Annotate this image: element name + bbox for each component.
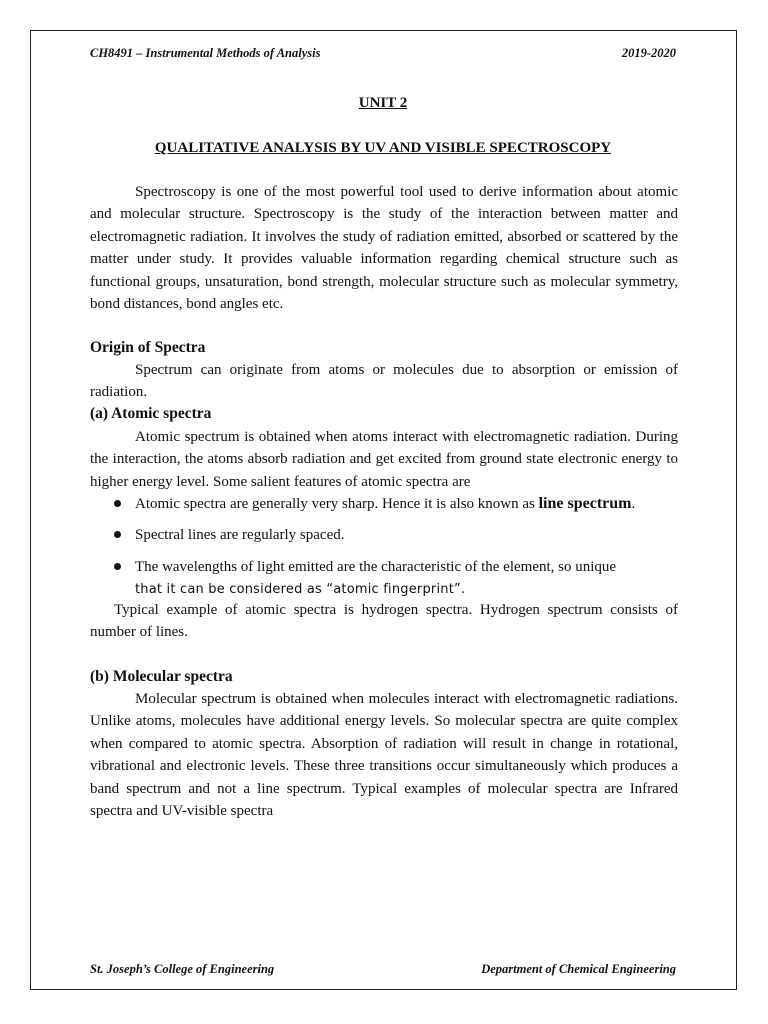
academic-year: 2019-2020	[621, 46, 676, 60]
college-name: St. Joseph’s College of Engineering	[90, 962, 275, 976]
atomic-fingerprint-line: that it can be considered as “atomic fingerprint”.	[135, 582, 466, 598]
unit-heading: UNIT 2	[358, 95, 408, 111]
molecular-paragraph: Molecular spectrum is obtained when molecules interact with electromagnetic radiations. Unlike atoms, molecules have additional energy levels. So molecular spectra are quite complex when compared to atomic spectra. Absorption of radiation will result in change in rotational, vibrational and electronic levels. These three transitions occur simultaneously which produces a band spectrum and not a line spectrum. Typical examples of molecular spectra are Infrared spectra and UV-visible spectra	[90, 691, 678, 820]
bullet-item-3: The wavelengths of light emitted are the characteristic of the element, so unique that it can be considered as “atomic fingerprint”.	[135, 559, 617, 598]
bullet-dot	[114, 563, 121, 570]
atomic-example-paragraph: Typical example of atomic spectra is hydrogen spectra. Hydrogen spectrum consists of number of lines.	[90, 602, 678, 641]
bullet-dot	[114, 500, 121, 507]
origin-heading: Origin of Spectra	[90, 339, 206, 356]
page-title: QUALITATIVE ANALYSIS BY UV AND VISIBLE SPECTROSCOPY	[154, 140, 612, 156]
page-footer	[90, 962, 676, 977]
department-name: Department of Chemical Engineering	[481, 962, 676, 976]
origin-paragraph: Spectrum can originate from atoms or molecules due to absorption or emission of radiation.	[90, 362, 678, 401]
page-header	[90, 46, 676, 61]
bullet-item-1: Atomic spectra are generally very sharp. Hence it is also known as line spectrum.	[135, 495, 636, 512]
molecular-heading: (b) Molecular spectra	[90, 668, 233, 685]
atomic-paragraph: Atomic spectrum is obtained when atoms interact with electromagnetic radiation. During the interaction, the atoms absorb radiation and get excited from ground state electronic energy to higher energy level. Some salient features of atomic spectra are	[90, 429, 678, 490]
intro-paragraph: Spectroscopy is one of the most powerful tool used to derive information about atomic and molecular structure. Spectroscopy is the study of the interaction between matter and electromagnetic radiation. It involves the study of radiation emitted, absorbed or scattered by the matter under study. It provides valuable information regarding chemical structure such as functional groups, unsaturation, bond strength, molecular structure such as molecular symmetry, bond distances, bond angles etc.	[90, 184, 678, 313]
bullet-item-2: Spectral lines are regularly spaced.	[135, 527, 345, 543]
course-title: CH8491 – Instrumental Methods of Analysis	[90, 46, 321, 60]
atomic-heading: (a) Atomic spectra	[90, 405, 212, 422]
line-spectrum-term: line spectrum	[538, 495, 632, 512]
bullet-dot	[114, 531, 121, 538]
